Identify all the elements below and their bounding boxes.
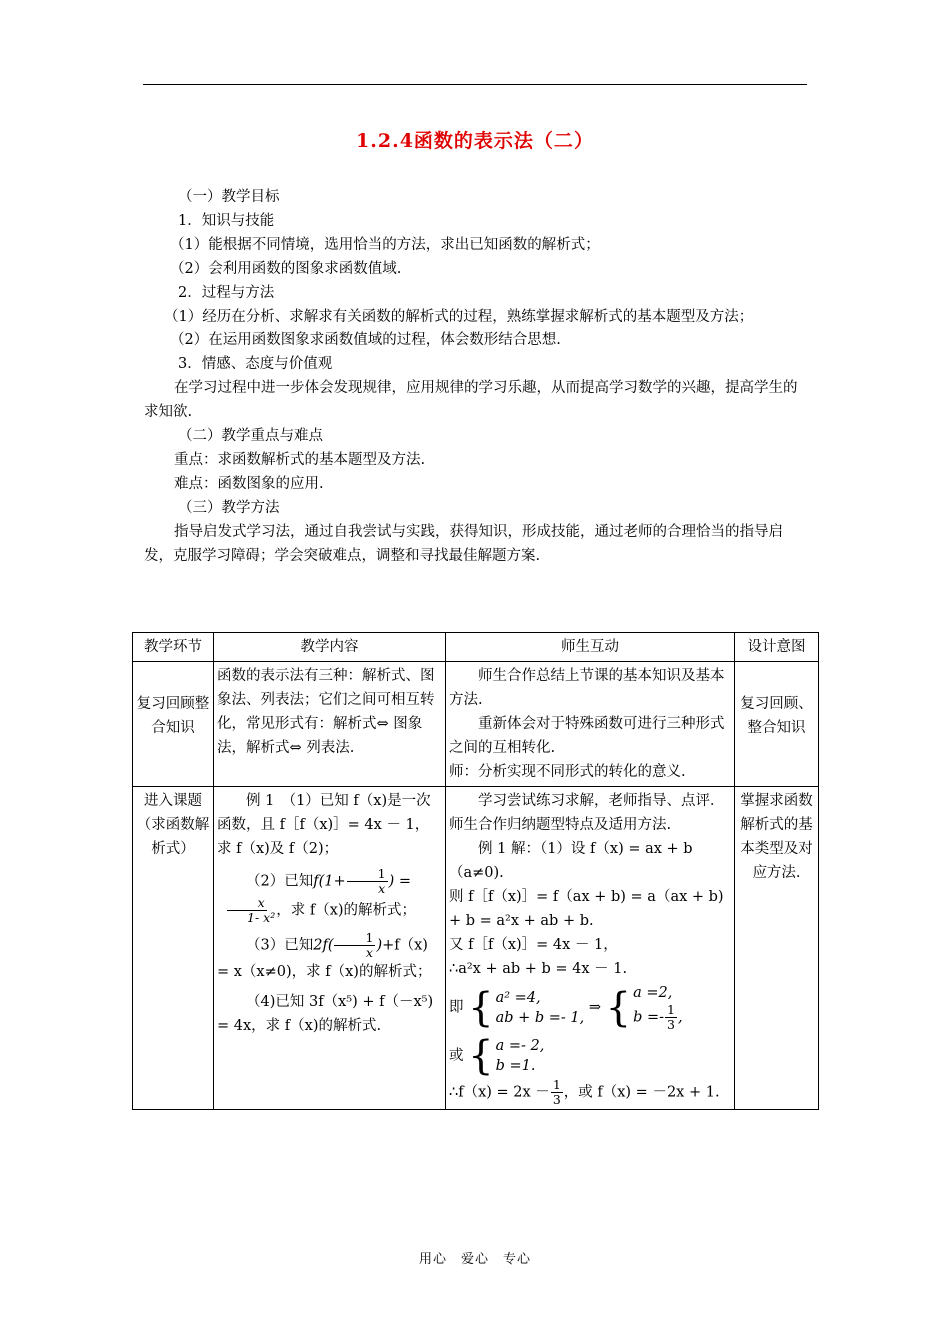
conclusion-frac-den: 3: [552, 1092, 561, 1107]
brace-icon: {: [468, 1033, 494, 1079]
row2-conclusion: [449, 1078, 731, 1107]
ex3-frac-num: 1: [334, 931, 375, 946]
ex2-frac2-den: 1- x²: [247, 910, 276, 925]
row1-interaction-2: 重新体会对于特殊函数可进行三种形式之间的互相转化.: [449, 716, 725, 756]
row2-system-2: [449, 1034, 731, 1078]
row2-interaction-4: 又 f［f（x)］= 4x － 1，: [449, 937, 618, 953]
ex2-fraction-2: [218, 896, 275, 925]
sys2-frac-den: 3: [667, 1017, 675, 1032]
method-text: 指导启发式学习法，通过自我尝试与实践，获得知识，形成技能，通过老师的合理恰当的指导启发，克服学习障碍；学会突破难点，调整和寻找最佳解题方案.: [144, 523, 783, 564]
row1-intent: 复习回顾、整合知识: [735, 662, 819, 787]
sys2-line-2: b =-: [633, 1009, 665, 1026]
row1-interaction: [446, 662, 735, 787]
intro-section: [144, 186, 808, 569]
header-content: 教学内容: [214, 633, 446, 662]
row1-content: 函数的表示法有三种：解析式、图象法、列表法；它们之间可相互转化，常见形式有：解析式⇔ 图象法，解析式⇔ 列表法.: [214, 662, 446, 787]
equation-system-3: [468, 1033, 545, 1079]
conclusion-suffix: ，或 f（x) = －2x + 1.: [563, 1084, 720, 1101]
objectives-heading: （一）教学目标: [178, 189, 280, 205]
ex2-suffix: ，求 f（x)的解析式；: [276, 902, 417, 919]
row2-interaction: [446, 787, 735, 1110]
row2-stage: 进入课题（求函数解析式）: [133, 787, 214, 1110]
example-1-part-3: [217, 931, 442, 984]
knowledge-item-1: （1）能根据不同情境，选用恰当的方法，求出已知函数的解析式；: [170, 236, 600, 253]
row2-interaction-3: 则 f［f（x)］= f（ax + b) = a（ax + b) + b = a²x + ab + b.: [449, 889, 724, 929]
conclusion-frac-num: 1: [552, 1077, 561, 1092]
example-1-part-4: （4)已知 3f（x⁵) + f（－x⁵) = 4x，求 f（x)的解析式.: [217, 994, 434, 1034]
ex3-fraction: [334, 931, 375, 960]
sys3-line-2: b =1.: [495, 1058, 536, 1074]
equation-system-1: [468, 984, 585, 1031]
knowledge-heading: 1．知识与技能: [178, 212, 275, 229]
focus-key: 重点：求函数解析式的基本题型及方法.: [174, 451, 426, 468]
row2-system-1: [449, 981, 731, 1034]
row1-interaction-1: 师生合作总结上节课的基本知识及基本方法.: [449, 668, 725, 708]
attitude-item-1: 在学习过程中进一步体会发现规律，应用规律的学习乐趣，从而提高学习数学的兴趣，提高学生的求知欲.: [144, 380, 798, 421]
row1-stage: 复习回顾整合知识: [133, 662, 214, 787]
method-heading: （三）教学方法: [178, 499, 280, 516]
equation-system-2: [606, 983, 683, 1032]
table-row: [133, 662, 819, 787]
brace-icon: {: [605, 984, 632, 1031]
sys2-fraction: [665, 1003, 677, 1032]
lesson-table: [132, 632, 819, 1110]
ex2-frac2-num: x: [227, 896, 267, 911]
ex2-math-b: ) =: [388, 873, 412, 890]
table-row: [133, 787, 819, 1110]
ex3-math-b: )+: [376, 937, 395, 954]
knowledge-item-2: （2）会利用函数的图象求函数值域.: [170, 260, 402, 277]
system-prefix: 即: [449, 999, 464, 1016]
attitude-heading: 3．情感、态度与价值观: [178, 356, 333, 373]
page-title: 1.2.4函数的表示法（二）: [356, 130, 594, 152]
example-1-part-1: 例 1 （1）已知 f（x)是一次函数，且 f［f（x)］= 4x － 1，求 f（x)及 f（2)；: [217, 793, 431, 857]
process-item-1: （1）经历在分析、求解求有关函数的解析式的过程，熟练掌握求解析式的基本题型及方法；: [164, 308, 754, 325]
ex3-frac-den: x: [365, 945, 373, 960]
sys3-line-1: a =- 2,: [495, 1038, 545, 1054]
row2-content: [214, 787, 446, 1110]
process-item-2: （2）在运用函数图象求函数值域的过程，体会数形结合思想.: [170, 332, 561, 349]
focus-hard: 难点：函数图象的应用.: [174, 475, 324, 492]
focus-heading: （二）教学重点与难点: [178, 428, 323, 445]
row2-interaction-5: ∴a²x + ab + b = 4x － 1.: [449, 961, 628, 977]
row2-interaction-2: 例 1 解：（1）设 f（x) = ax + b（a≠0).: [449, 841, 693, 881]
ex2-frac1-den: x: [378, 881, 386, 896]
row1-interaction-3: 师：分析实现不同形式的转化的意义.: [449, 764, 686, 780]
page-footer: 用心 爱心 专心: [418, 1252, 531, 1267]
conclusion-fraction: [551, 1078, 563, 1107]
sys1-line-1: a² =4,: [495, 989, 541, 1006]
example-1-part-2: [217, 867, 442, 925]
header-intent: 设计意图: [735, 633, 819, 662]
ex2-math-a: f(1+: [313, 873, 346, 890]
sys2-line-1: a =2,: [633, 985, 673, 1001]
ex3-math-a: 2f(: [313, 937, 334, 954]
ex3-prefix: （3）已知: [246, 937, 314, 954]
brace-icon: {: [468, 984, 494, 1031]
table-header-row: [133, 633, 819, 662]
process-heading: 2．过程与方法: [178, 284, 275, 301]
header-rule: [143, 84, 807, 85]
header-interaction: 师生互动: [446, 633, 735, 662]
header-stage: 教学环节: [133, 633, 214, 662]
sys1-line-2: ab + b =- 1,: [495, 1009, 585, 1026]
implies-symbol: ⇒: [588, 999, 602, 1016]
ex2-frac1-num: 1: [347, 867, 388, 882]
or-word: 或: [449, 1048, 464, 1064]
row2-interaction-1: 学习尝试练习求解，老师指导、点评．师生合作归纳题型特点及适用方法.: [449, 793, 725, 833]
ex2-prefix: （2）已知: [246, 873, 314, 890]
conclusion-prefix: ∴f（x) = 2x －: [449, 1084, 550, 1101]
row2-intent: 掌握求函数解析式的基本类型及对应方法.: [735, 787, 819, 1110]
sys2-line-2-end: ,: [677, 1009, 683, 1026]
ex3-suffix: f（x) = x（x≠0)，求 f（x)的解析式；: [217, 937, 432, 980]
ex2-fraction-1: [347, 867, 388, 896]
sys2-frac-num: 1: [667, 1002, 675, 1017]
